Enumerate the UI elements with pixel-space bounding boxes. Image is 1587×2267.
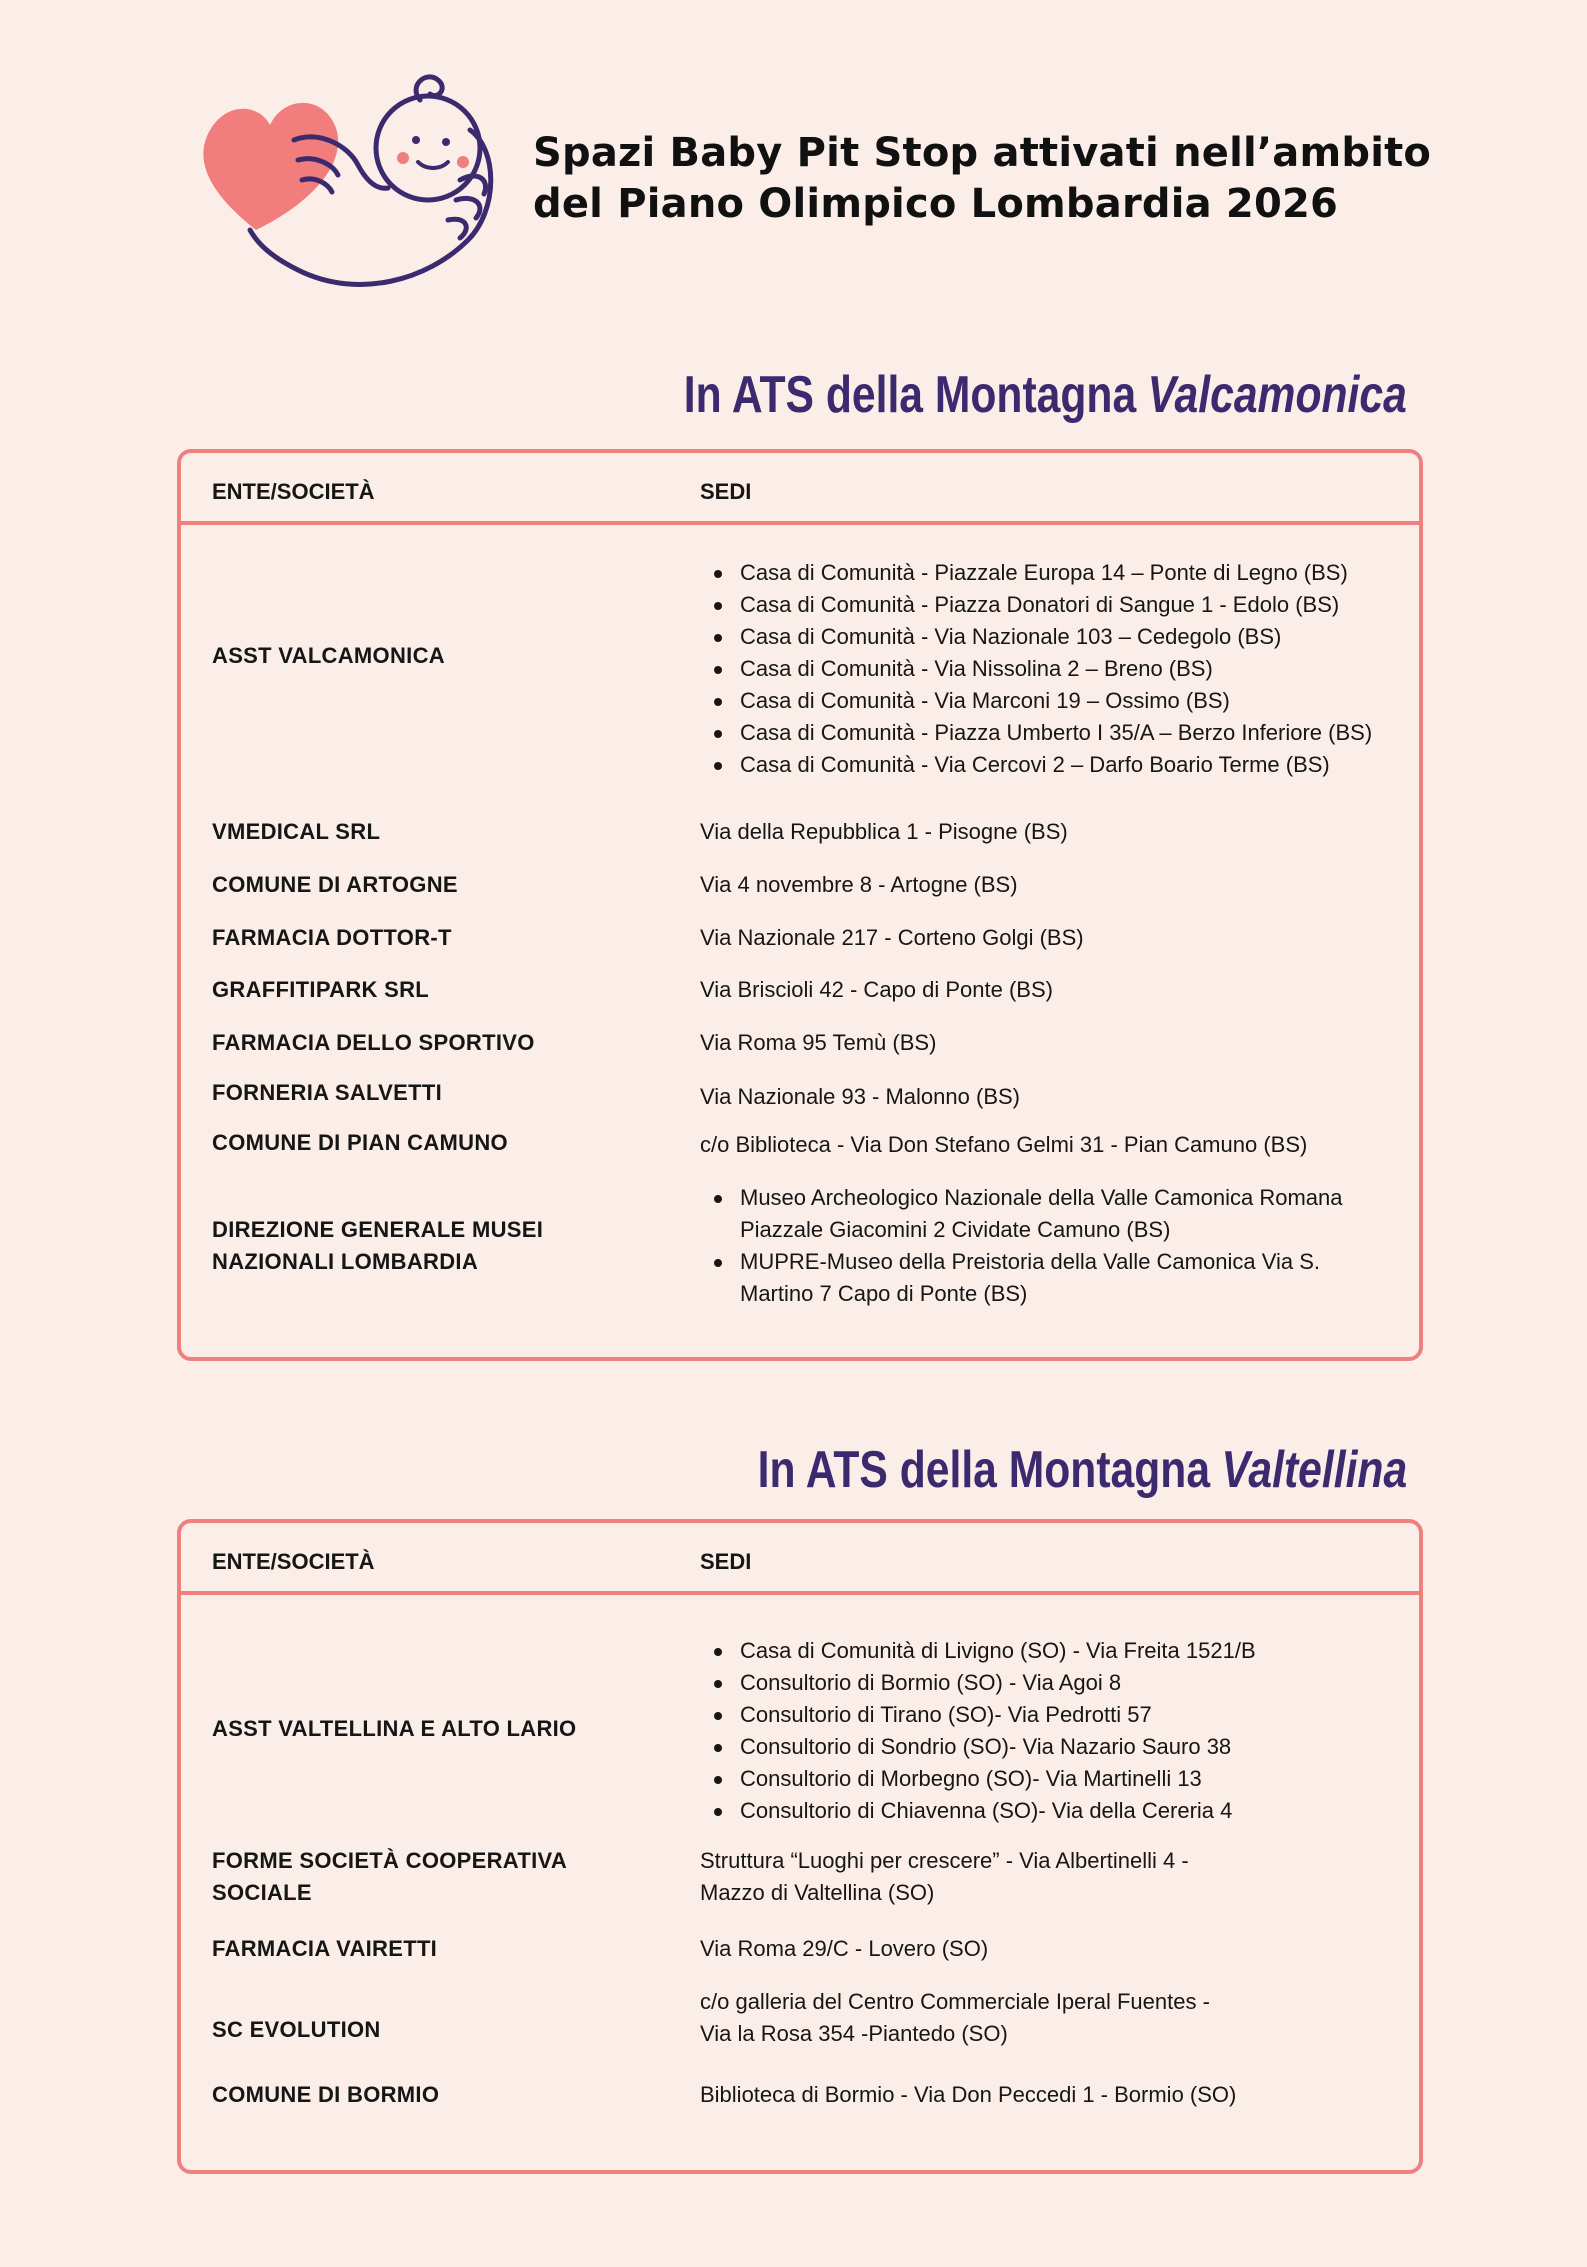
table-header [181, 453, 1419, 525]
list-item: Casa di Comunità - Piazza Donatori di Sangue 1 - Edolo (BS) [740, 589, 1440, 621]
list-item: Consultorio di Chiavenna (SO)- Via della Cereria 4 [740, 1795, 1440, 1827]
table-valcamonica [177, 449, 1423, 1361]
page-title-line2: del Piano Olimpico Lombardia 2026 [533, 181, 1339, 227]
list-item: Consultorio di Morbegno (SO)- Via Martinelli 13 [740, 1763, 1440, 1795]
section-title-valcamonica [684, 365, 1407, 425]
table-valtellina [177, 1519, 1423, 2174]
sede-address: Via Roma 29/C - Lovero (SO) [700, 1936, 989, 1961]
list-item: Casa di Comunità - Via Marconi 19 – Ossimo (BS) [740, 685, 1440, 717]
ente-name-line2: NAZIONALI LOMBARDIA [212, 1249, 479, 1274]
sedi-list [700, 1182, 1390, 1310]
ente-name: GRAFFITIPARK SRL [212, 977, 430, 1002]
sede-address: Via 4 novembre 8 - Artogne (BS) [700, 872, 1018, 897]
ente-name: COMUNE DI ARTOGNE [212, 872, 458, 897]
ente-name: FARMACIA DOTTOR-T [212, 925, 452, 950]
list-item: Consultorio di Tirano (SO)- Via Pedrotti 57 [740, 1699, 1440, 1731]
table-header [181, 1523, 1419, 1595]
section-title-valtellina [757, 1440, 1407, 1500]
list-item: Casa di Comunità - Via Nissolina 2 – Breno (BS) [740, 653, 1440, 685]
ente-name-line1: DIREZIONE GENERALE MUSEI [212, 1217, 544, 1242]
page-title [533, 128, 1431, 230]
list-item: Casa di Comunità - Piazza Umberto I 35/A – Berzo Inferiore (BS) [740, 717, 1440, 749]
sede-address: Via Briscioli 42 - Capo di Ponte (BS) [700, 977, 1053, 1002]
list-item: Casa di Comunità - Via Nazionale 103 – Cedegolo (BS) [740, 621, 1440, 653]
baby-heart-logo [198, 70, 498, 300]
sede-address: Via della Repubblica 1 - Pisogne (BS) [700, 819, 1068, 844]
column-header-sedi: SEDI [700, 1549, 752, 1574]
column-header-sedi: SEDI [700, 479, 752, 504]
column-header-ente: ENTE/SOCIETÀ [212, 1549, 375, 1574]
sede-address-line1: c/o galleria del Centro Commerciale Iperal Fuentes - [700, 1989, 1210, 2014]
ente-name: FARMACIA DELLO SPORTIVO [212, 1030, 535, 1055]
sede-address [700, 1986, 1400, 2050]
ente-name: FARMACIA VAIRETTI [212, 1936, 438, 1961]
list-item: Casa di Comunità di Livigno (SO) - Via Freita 1521/B [740, 1635, 1440, 1667]
ente-name: VMEDICAL SRL [212, 819, 381, 844]
section-title-prefix: In ATS della Montagna [683, 366, 1137, 424]
page-title-line1: Spazi Baby Pit Stop attivati nell’ambito [533, 130, 1432, 176]
list-item: Consultorio di Sondrio (SO)- Via Nazario Sauro 38 [740, 1731, 1440, 1763]
sedi-list [700, 557, 1440, 781]
ente-name: ASST VALTELLINA E ALTO LARIO [212, 1716, 577, 1741]
baby-hug-icon [198, 70, 498, 300]
ente-name: ASST VALCAMONICA [212, 643, 445, 668]
list-item: MUPRE-Museo della Preistoria della Valle Camonica Via S. Martino 7 Capo di Ponte (BS) [740, 1246, 1390, 1310]
ente-name [212, 1845, 592, 1909]
sede-address [700, 1845, 1400, 1909]
sede-address-line2: Mazzo di Valtellina (SO) [700, 1880, 935, 1905]
ente-name: COMUNE DI BORMIO [212, 2082, 440, 2107]
ente-name: FORNERIA SALVETTI [212, 1080, 442, 1105]
section-title-area: Valtellina [1221, 1441, 1407, 1499]
list-item: Consultorio di Bormio (SO) - Via Agoi 8 [740, 1667, 1440, 1699]
sede-address: c/o Biblioteca - Via Don Stefano Gelmi 31 - Pian Camuno (BS) [700, 1132, 1308, 1157]
list-item: Casa di Comunità - Via Cercovi 2 – Darfo Boario Terme (BS) [740, 749, 1440, 781]
section-title-prefix: In ATS della Montagna [757, 1441, 1210, 1499]
sede-address: Via Roma 95 Temù (BS) [700, 1030, 937, 1055]
ente-name: COMUNE DI PIAN CAMUNO [212, 1130, 508, 1155]
sede-address-line2: Via la Rosa 354 -Piantedo (SO) [700, 2021, 1008, 2046]
ente-name: SC EVOLUTION [212, 2017, 381, 2042]
ente-name-line2: SOCIALE [212, 1880, 312, 1905]
column-header-ente: ENTE/SOCIETÀ [212, 479, 375, 504]
sede-address: Biblioteca di Bormio - Via Don Peccedi 1 - Bormio (SO) [700, 2082, 1237, 2107]
ente-name [212, 1214, 592, 1278]
list-item: Casa di Comunità - Piazzale Europa 14 – Ponte di Legno (BS) [740, 557, 1440, 589]
ente-name-line1: FORME SOCIETÀ COOPERATIVA [212, 1848, 568, 1873]
sede-address: Via Nazionale 93 - Malonno (BS) [700, 1084, 1020, 1109]
sede-address: Via Nazionale 217 - Corteno Golgi (BS) [700, 925, 1084, 950]
sede-address-line1: Struttura “Luoghi per crescere” - Via Albertinelli 4 - [700, 1848, 1189, 1873]
section-title-area: Valcamonica [1147, 366, 1407, 424]
list-item: Museo Archeologico Nazionale della Valle Camonica Romana Piazzale Giacomini 2 Cividate Camuno (BS) [740, 1182, 1390, 1246]
sedi-list [700, 1635, 1440, 1827]
